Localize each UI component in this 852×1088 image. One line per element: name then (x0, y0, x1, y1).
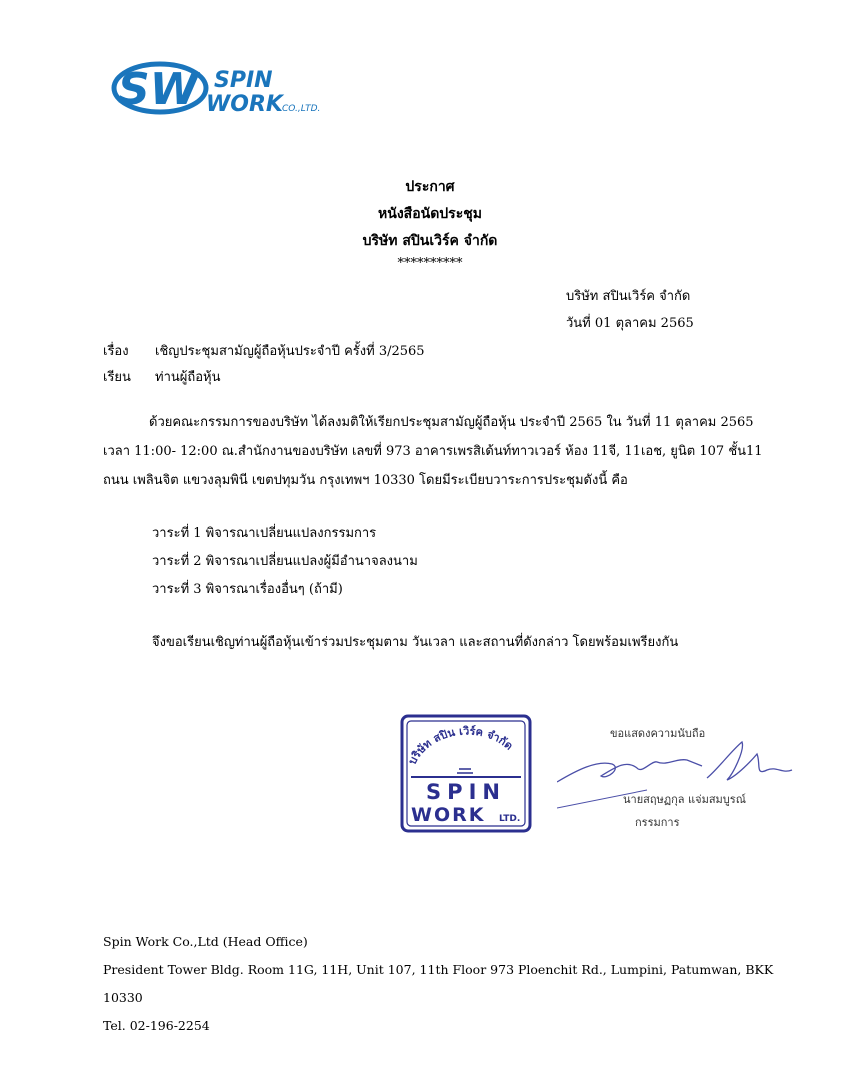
logo-suffix: CO.,LTD. (282, 104, 321, 114)
stamp-word-spin: SPIN (426, 780, 506, 804)
recipient-label: เรียน (103, 370, 131, 385)
recipient-text: ท่านผู้ถือหุ้น (155, 370, 221, 385)
footer-postcode: 10330 (103, 990, 143, 1005)
spinwork-logo-graphic (110, 60, 340, 120)
logo-mark: SW (118, 64, 199, 115)
stamp-word-work: WORK (411, 804, 486, 826)
company-logo (110, 60, 340, 120)
closing-text: จึงขอเรียนเชิญท่านผู้ถือหุ้นเข้าร่วมประชุมตาม วันเวลา และสถานที่ดังกล่าว โดยพร้อมเพรียงกัน (152, 635, 679, 650)
agenda-item: วาระที่ 2 พิจารณาเปลี่ยนแปลงผู้มีอำนาจลงนาม (152, 554, 418, 569)
signer-name: นายสฤษฏกุล แจ่มสมบูรณ์ (623, 793, 746, 806)
announcement-title: ประกาศ (405, 179, 455, 195)
footer-phone: Tel. 02-196-2254 (103, 1018, 210, 1033)
footer-address: President Tower Bldg. Room 11G, 11H, Unit 107, 11th Floor 973 Ploenchit Rd., Lumpini, Patumwan, BKK (103, 962, 774, 977)
company-title: บริษัท สปินเวิร์ค จำกัด (362, 233, 498, 249)
regards-text: ขอแสดงความนับถือ (610, 727, 706, 740)
body-paragraph: ด้วยคณะกรรมการของบริษัท ได้ลงมติให้เรียกประชุมสามัญผู้ถือหุ้น ประจำปี 2565 ใน วันที่ 11 ตุลาคม 2565 เวลา 11:00- 12:00 ณ.สำนักงานของบริษัท เลขที่ 973 อาคารเพรสิเด้นท์ทาวเวอร์ ห้อง 11จี, 11เอช, ยูนิต 107 ชั้น11 ถนน เพลินจิต แขวงลุมพินี เขตปทุมวัน กรุงเทพฯ 10330 โดยมีระเบียบวาระการประชุมดังนี้ คือ (103, 415, 763, 488)
footer-company: Spin Work Co.,Ltd (Head Office) (103, 934, 308, 949)
stamp-suffix: LTD. (499, 814, 521, 824)
agenda-item: วาระที่ 3 พิจารณาเรื่องอื่นๆ (ถ้ามี) (152, 582, 343, 597)
stamp-graphic (399, 713, 533, 834)
heading-separator: ********** (397, 256, 463, 271)
subject-text: เชิญประชุมสามัญผู้ถือหุ้นประจำปี ครั้งที่ 3/2565 (155, 344, 425, 359)
svg-text:บริษัท สปิน เวิร์ค จำกัด (406, 725, 516, 767)
logo-word-spin: SPIN (214, 68, 273, 93)
signer-title: กรรมการ (635, 816, 680, 829)
company-stamp (399, 713, 533, 834)
letter-date: วันที่ 01 ตุลาคม 2565 (566, 316, 694, 331)
sender-company: บริษัท สปินเวิร์ค จำกัด (566, 289, 691, 304)
agenda-item: วาระที่ 1 พิจารณาเปลี่ยนแปลงกรรมการ (152, 526, 377, 541)
subject-label: เรื่อง (103, 344, 129, 359)
stamp-arc-text: บริษัท สปิน เวิร์ค จำกัด (405, 724, 516, 767)
logo-word-work: WORK (206, 92, 283, 117)
notice-title: หนังสือนัดประชุม (378, 206, 482, 222)
